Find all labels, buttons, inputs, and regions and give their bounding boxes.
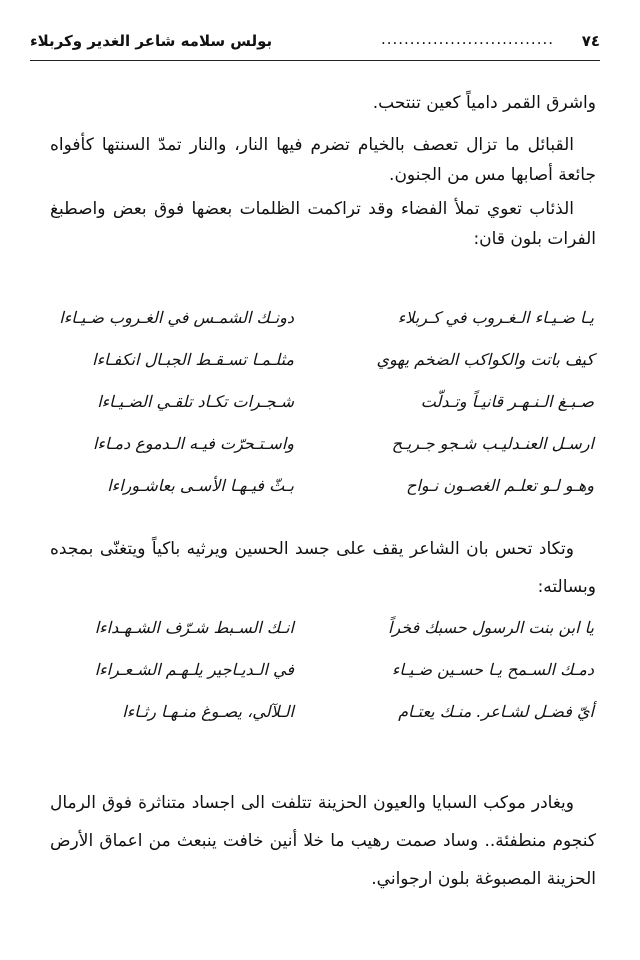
verse-first-hemistich: أيّ فضـل لشـاعر. منـك يعتـام <box>398 702 594 721</box>
prose-block-bottom <box>50 784 596 898</box>
paragraph: القبائل ما تزال تعصف بالخيام تضرم فيها النار، والنار تمدّ السنتها كأفواه جائعة أصابها مس من الجنون. <box>50 135 596 185</box>
verse-line <box>46 350 594 392</box>
verse-second-hemistich: بـثّ فيـهـا الأسـى بعاشـوراءا <box>107 476 294 495</box>
verse-first-hemistich: يا ابن بنت الرسول حسبك فخراً <box>388 618 594 637</box>
paragraph: وتكاد تحس بان الشاعر يقف على جسد الحسين ويرثيه باكياً ويتغنّى بمجده وبسالته: <box>50 539 596 597</box>
verse-line <box>46 308 594 350</box>
prose-block-mid <box>50 530 596 606</box>
paragraph: ويغادر موكب السبايا والعيون الحزينة تتلفت الى اجساد متناثرة فوق الرمال كنجوم منطفئة.. وساد صمت رهيب ما خلا أنين خافت ينبعث من اعماق الأرض الحزينة المصبوغة بلون ارجواني. <box>50 793 596 889</box>
paragraph: الذئاب تعوي تملأ الفضاء وقد تراكمت الظلمات بعضها فوق بعض واصطبغ الفرات بلون قان: <box>50 199 596 249</box>
verse-first-hemistich: صـبـغ الـنـهـر قانيـاً وتـدلّت <box>420 392 594 411</box>
verse-first-hemistich: ارسـل العنـدليـب شـجو جـريـح <box>391 434 594 453</box>
verse-first-hemistich: يـا ضـيـاء الـغـروب في كـربلاء <box>397 308 594 327</box>
verse-second-hemistich: دونـك الشمـس في الغـروب ضـيـاءا <box>59 308 294 327</box>
running-title: بولس سلامه شاعر الغدير وكربلاء <box>30 32 273 50</box>
poem-block-2 <box>46 618 594 744</box>
verse-second-hemistich: واسـتـحرّت فيـه الـدموع دمـاءا <box>92 434 294 453</box>
page-number: ٧٤ <box>581 32 600 50</box>
verse-second-hemistich: الـلآلي، يصـوغ منـهـا رثـاءا <box>122 702 294 721</box>
verse-line <box>46 434 594 476</box>
running-header <box>30 28 600 61</box>
verse-line <box>46 476 594 518</box>
verse-first-hemistich: كيف باتت والكواكب الضخم يهوي <box>376 350 594 369</box>
verse-second-hemistich: في الـديـاجير يلـهـم الشـعـراءا <box>94 660 294 679</box>
prose-block-top <box>50 88 596 254</box>
paragraph: واشرق القمر دامياً كعين تنتحب. <box>372 93 596 113</box>
verse-second-hemistich: مثلـمـا تسـقـط الجبـال انكفـاءا <box>92 350 294 369</box>
header-leader-dots: .............................. <box>380 30 554 48</box>
verse-line <box>46 660 594 702</box>
verse-line <box>46 392 594 434</box>
verse-second-hemistich: انـك السـبط شـرّف الشـهـداءا <box>94 618 294 637</box>
verse-line <box>46 618 594 660</box>
verse-line <box>46 702 594 744</box>
verse-first-hemistich: وهـو لـو تعلـم الغصـون نـواح <box>406 476 594 495</box>
poem-block-1 <box>46 308 594 518</box>
verse-second-hemistich: شـجـرات تكـاد تلقـي الضـيـاءا <box>97 392 294 411</box>
verse-first-hemistich: دمـك السـمح يـا حسـين ضـيـاء <box>391 660 594 679</box>
